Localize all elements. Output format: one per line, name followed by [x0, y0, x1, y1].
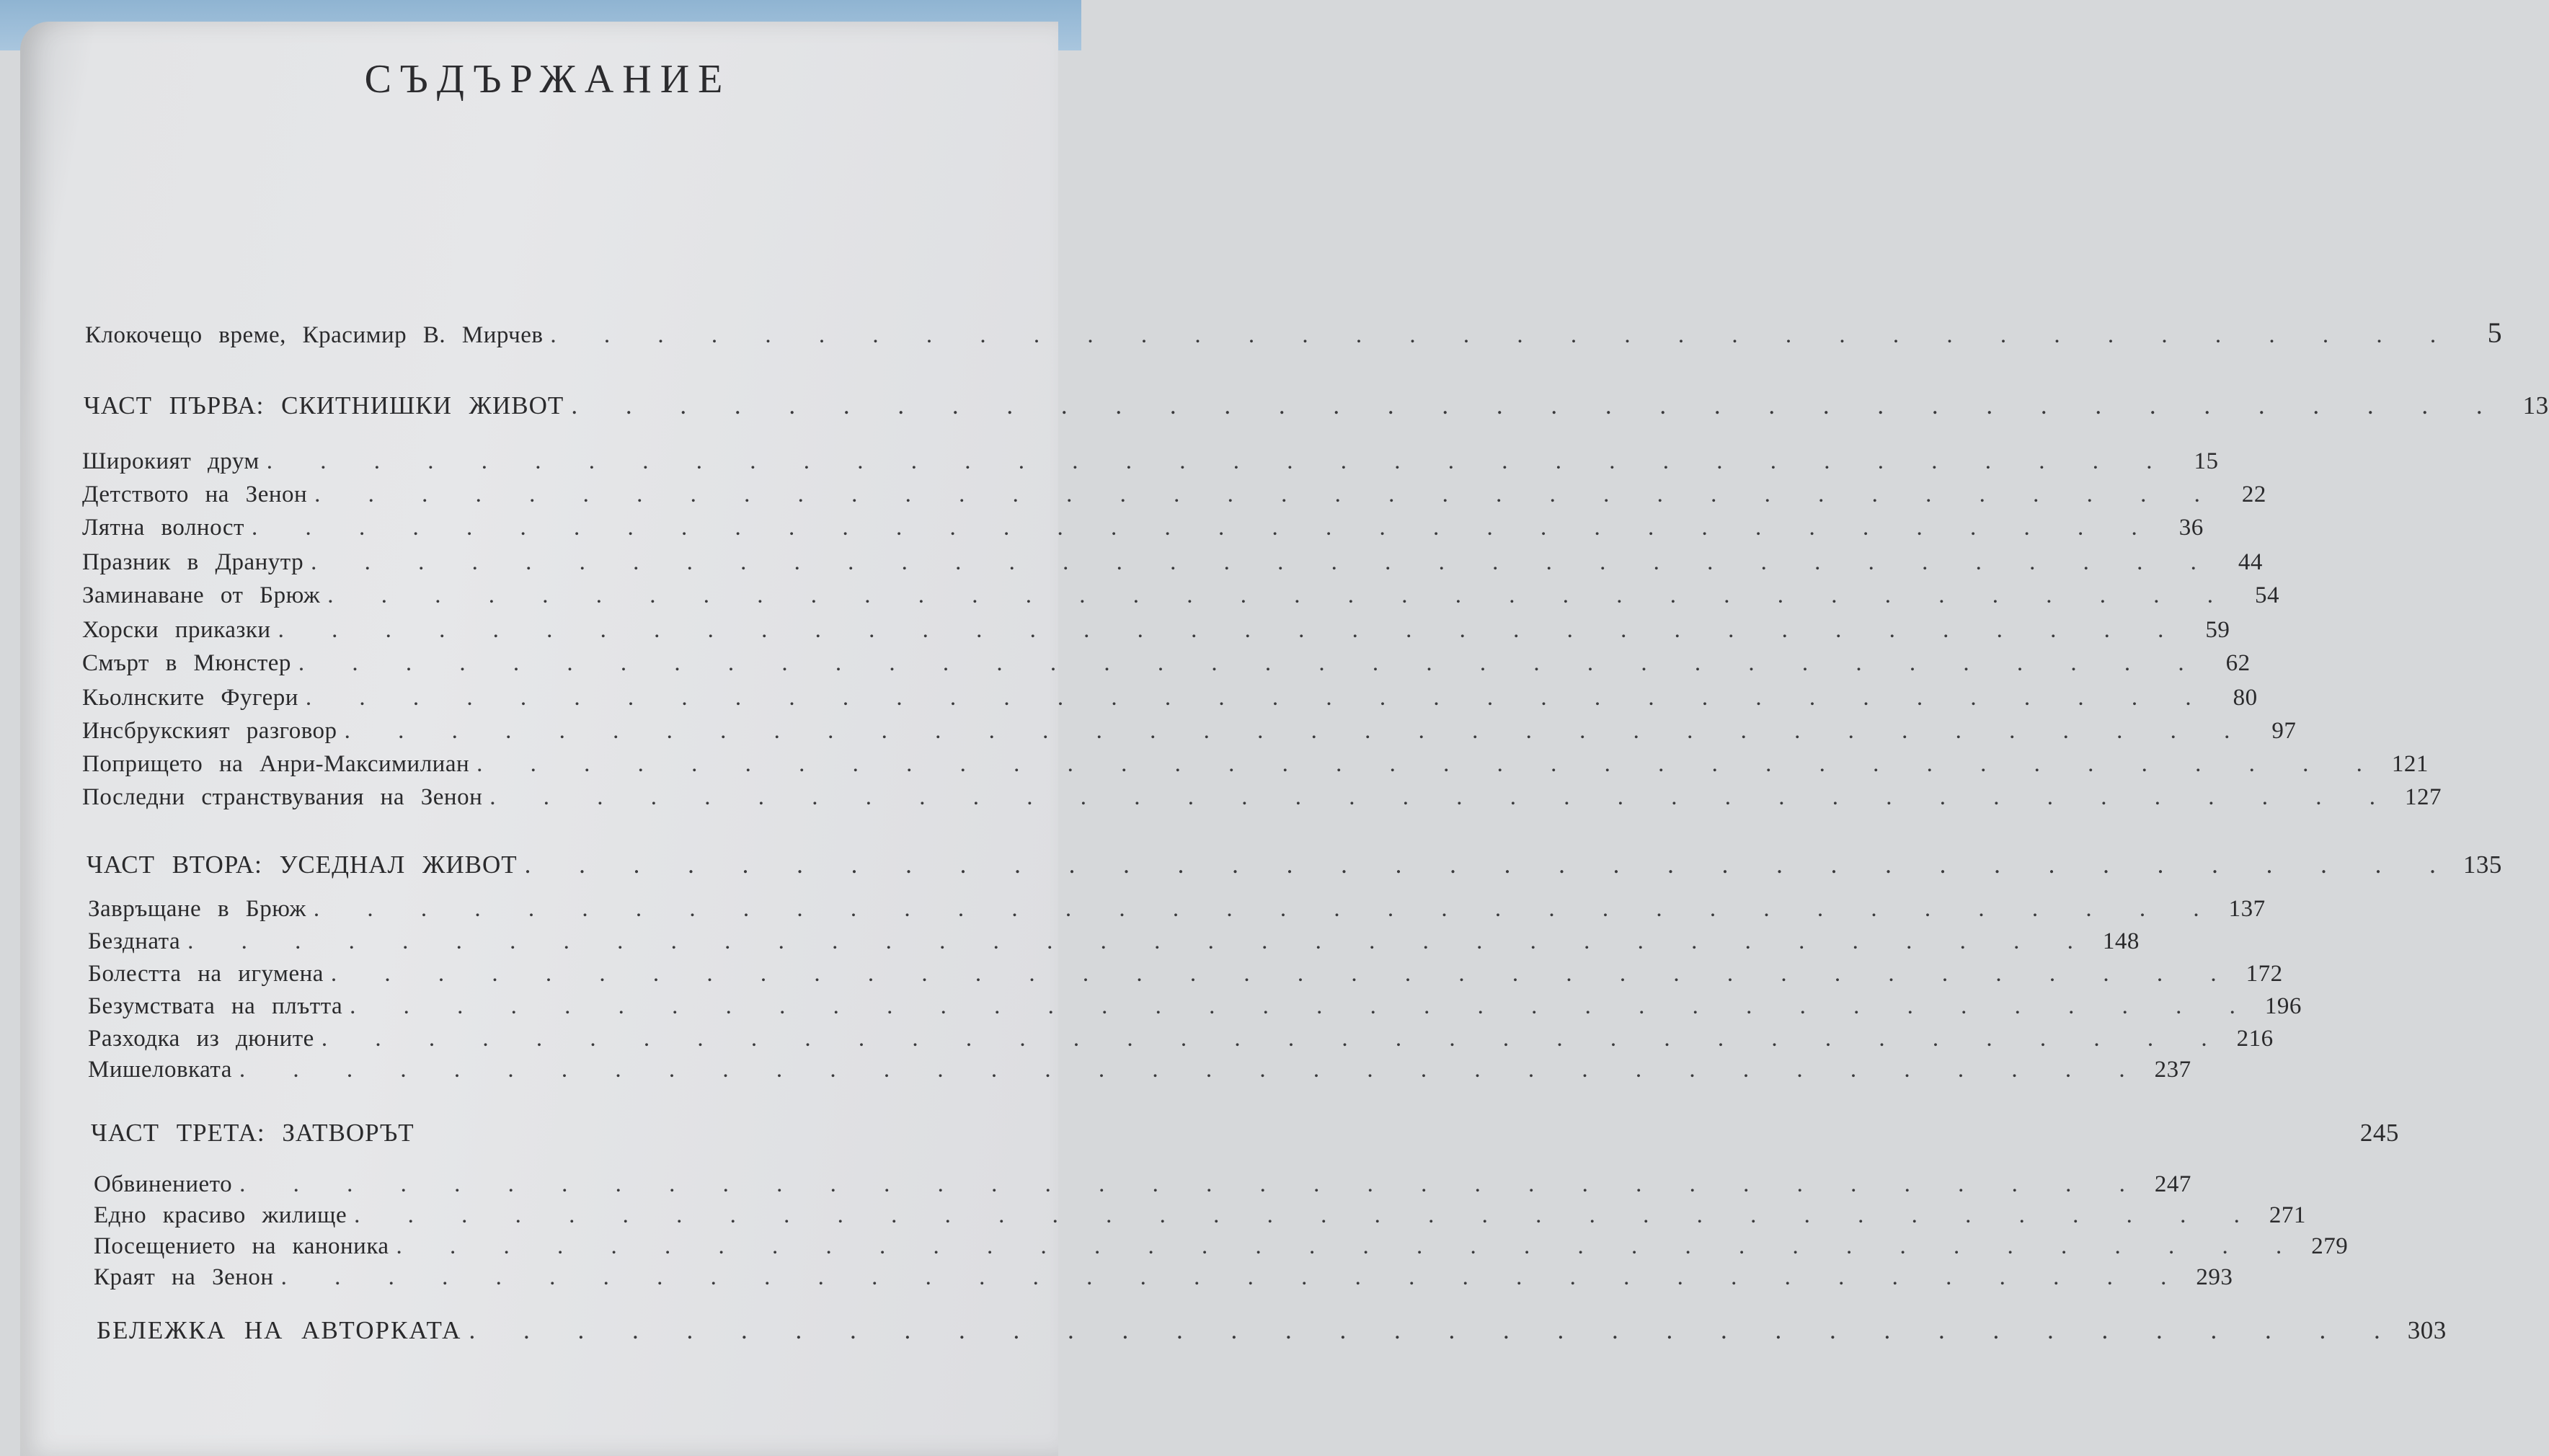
toc-note — [97, 1316, 2447, 1345]
dot-leader: . . . . . . . . . . . . . . . . . . . . . . . . . . . . . . . . . . . . — [321, 1026, 2223, 1052]
dot-leader: . . . . . . . . . . . . . . . . . . . . . . . . . . . . . . . . . . . . — [239, 1171, 2141, 1197]
entry-label: Мишеловката — [88, 1057, 232, 1083]
entry-label: Завръщане в Брюж — [88, 896, 306, 922]
part-label: БЕЛЕЖКА НА АВТОРКАТА — [97, 1316, 462, 1344]
toc-part-heading-3 — [91, 1119, 2399, 1148]
toc-part-heading-1 — [84, 391, 2549, 420]
toc-entry — [94, 1202, 2306, 1229]
toc-entry — [94, 1171, 2191, 1198]
entry-page: 5 — [2487, 316, 2503, 349]
dot-leader: . . . . . . . . . . . . . . . . . . . . . . . . . . . . . . . . . . . . — [305, 685, 2207, 711]
entry-page: 216 — [2236, 1026, 2274, 1052]
entry-label: Хорски приказки — [82, 617, 271, 643]
entry-page: 13 — [2522, 391, 2549, 420]
entry-label: Попрището на Анри-Максимилиан — [82, 751, 470, 777]
dot-leader: . . . . . . . . . . . . . . . . . . . . . . . . . . . . . . . . . . . . — [313, 896, 2215, 922]
entry-label: Последни странствувания на Зенон — [82, 784, 483, 810]
toc-entry — [88, 928, 2140, 955]
entry-page: 121 — [2391, 751, 2429, 777]
entry-page: 80 — [2233, 685, 2258, 711]
toc-entry — [82, 515, 2204, 541]
dot-leader: . . . . . . . . . . . . . . . . . . . . . . . . . . . . . . . . . . . . — [187, 928, 2089, 954]
entry-page: 237 — [2154, 1057, 2191, 1083]
entry-label: Инсбрукският разговор — [82, 718, 337, 744]
dot-leader: . . . . . . . . . . . . . . . . . . . . . . . . . . . . . . . . . . . . — [550, 322, 2452, 348]
toc-entry — [88, 993, 2302, 1020]
toc-entry — [82, 448, 2219, 475]
entry-label: Смърт в Мюнстер — [82, 650, 291, 676]
toc-entry — [88, 896, 2266, 923]
toc-part-heading-2 — [87, 851, 2502, 879]
entry-label: Болестта на игумена — [88, 961, 324, 987]
entry-label: Кьолнските Фугери — [82, 685, 298, 711]
toc-entry — [82, 481, 2266, 508]
toc-entry — [82, 617, 2230, 644]
entry-page: 148 — [2102, 928, 2140, 954]
dot-leader: . . . . . . . . . . . . . . . . . . . . . . . . . . . . . . . . . . . . — [311, 549, 2212, 575]
entry-page: 54 — [2254, 582, 2279, 608]
dot-leader — [422, 1119, 2349, 1148]
toc-entry — [88, 961, 2283, 987]
entry-page: 303 — [2407, 1316, 2447, 1344]
dot-leader: . . . . . . . . . . . . . . . . . . . . . . . . . . . . . . . . . . . . — [344, 718, 2246, 744]
dot-leader: . . . . . . . . . . . . . . . . . . . . . . . . . . . . . . . . . . . . — [330, 961, 2233, 987]
entry-page: 59 — [2205, 617, 2230, 643]
dot-leader: . . . . . . . . . . . . . . . . . . . . . . . . . . . . . . . . . . . . — [354, 1202, 2256, 1228]
entry-page: 247 — [2154, 1171, 2191, 1197]
entry-page: 172 — [2246, 961, 2283, 987]
entry-label: Едно красиво жилище — [94, 1202, 347, 1228]
toc-entry — [82, 718, 2297, 745]
dot-leader: . . . . . . . . . . . . . . . . . . . . . . . . . . . . . . . . . . . . — [524, 851, 2452, 879]
entry-page: 97 — [2271, 718, 2297, 744]
entry-label: Посещението на каноника — [94, 1233, 389, 1259]
entry-page: 293 — [2196, 1264, 2233, 1290]
entry-page: 127 — [2405, 784, 2442, 810]
dot-leader: . . . . . . . . . . . . . . . . . . . . . . . . . . . . . . . . . . . . — [476, 751, 2378, 777]
toc-entry-intro — [85, 316, 2503, 350]
dot-leader: . . . . . . . . . . . . . . . . . . . . . . . . . . . . . . . . . . . . — [314, 481, 2216, 507]
dot-leader: . . . . . . . . . . . . . . . . . . . . . . . . . . . . . . . . . . . . — [489, 784, 2391, 810]
entry-page: 245 — [2359, 1119, 2399, 1147]
entry-label: Клокочещо време, Красимир В. Мирчев — [85, 322, 544, 348]
toc-entry — [82, 784, 2442, 811]
entry-page: 15 — [2194, 448, 2219, 474]
dot-leader: . . . . . . . . . . . . . . . . . . . . . . . . . . . . . . . . . . . . — [327, 582, 2229, 608]
part-label: ЧАСТ ВТОРА: УСЕДНАЛ ЖИВОТ — [87, 851, 518, 879]
entry-page: 44 — [2238, 549, 2263, 575]
entry-label: Широкият друм — [82, 448, 260, 474]
dot-leader: . . . . . . . . . . . . . . . . . . . . . . . . . . . . . . . . . . . . — [396, 1233, 2298, 1259]
toc-entry — [94, 1233, 2349, 1260]
toc-entry — [82, 650, 2251, 677]
entry-page: 22 — [2241, 481, 2266, 507]
dot-leader: . . . . . . . . . . . . . . . . . . . . . . . . . . . . . . . . . . . . — [239, 1057, 2141, 1083]
entry-label: Обвинението — [94, 1171, 233, 1197]
dot-leader: . . . . . . . . . . . . . . . . . . . . . . . . . . . . . . . . . . . . — [280, 1264, 2183, 1290]
dot-leader: . . . . . . . . . . . . . . . . . . . . . . . . . . . . . . . . . . . . — [350, 993, 2251, 1019]
page-title: СЪДЪРЖАНИЕ — [364, 57, 732, 102]
entry-page: 196 — [2264, 993, 2302, 1019]
part-label: ЧАСТ ПЪРВА: СКИТНИШКИ ЖИВОТ — [84, 391, 564, 420]
entry-page: 137 — [2228, 896, 2266, 922]
entry-page: 271 — [2269, 1202, 2306, 1228]
dot-leader: . . . . . . . . . . . . . . . . . . . . . . . . . . . . . . . . . . . . — [251, 515, 2153, 541]
entry-label: Безумствата на плътта — [88, 993, 343, 1019]
toc-entry — [82, 685, 2258, 711]
entry-page: 62 — [2225, 650, 2251, 676]
toc-entry — [94, 1264, 2233, 1291]
entry-label: Краят на Зенон — [94, 1264, 274, 1290]
toc-entry — [88, 1057, 2191, 1083]
part-label: ЧАСТ ТРЕТА: ЗАТВОРЪТ — [91, 1119, 415, 1147]
entry-page: 135 — [2462, 851, 2502, 879]
dot-leader: . . . . . . . . . . . . . . . . . . . . . . . . . . . . . . . . . . . . — [298, 650, 2200, 676]
entry-label: Заминаване от Брюж — [82, 582, 321, 608]
entry-label: Празник в Дранутр — [82, 549, 304, 575]
dot-leader: . . . . . . . . . . . . . . . . . . . . . . . . . . . . . . . . . . . . — [278, 617, 2180, 643]
toc-entry — [82, 751, 2429, 778]
entry-page: 36 — [2178, 515, 2204, 541]
dot-leader: . . . . . . . . . . . . . . . . . . . . . . . . . . . . . . . . . . . . — [266, 448, 2168, 474]
toc-entry — [82, 582, 2279, 609]
dot-leader: . . . . . . . . . . . . . . . . . . . . . . . . . . . . . . . . . . . . — [469, 1316, 2396, 1344]
toc-entry — [82, 549, 2263, 576]
dot-leader: . . . . . . . . . . . . . . . . . . . . . . . . . . . . . . . . . . . . — [571, 391, 2499, 420]
entry-label: Детството на Зенон — [82, 481, 308, 507]
entry-label: Бездната — [88, 928, 181, 954]
entry-page: 279 — [2311, 1233, 2349, 1259]
toc-entry — [88, 1026, 2274, 1052]
entry-label: Разходка из дюните — [88, 1026, 314, 1052]
entry-label: Лятна волност — [82, 515, 244, 541]
